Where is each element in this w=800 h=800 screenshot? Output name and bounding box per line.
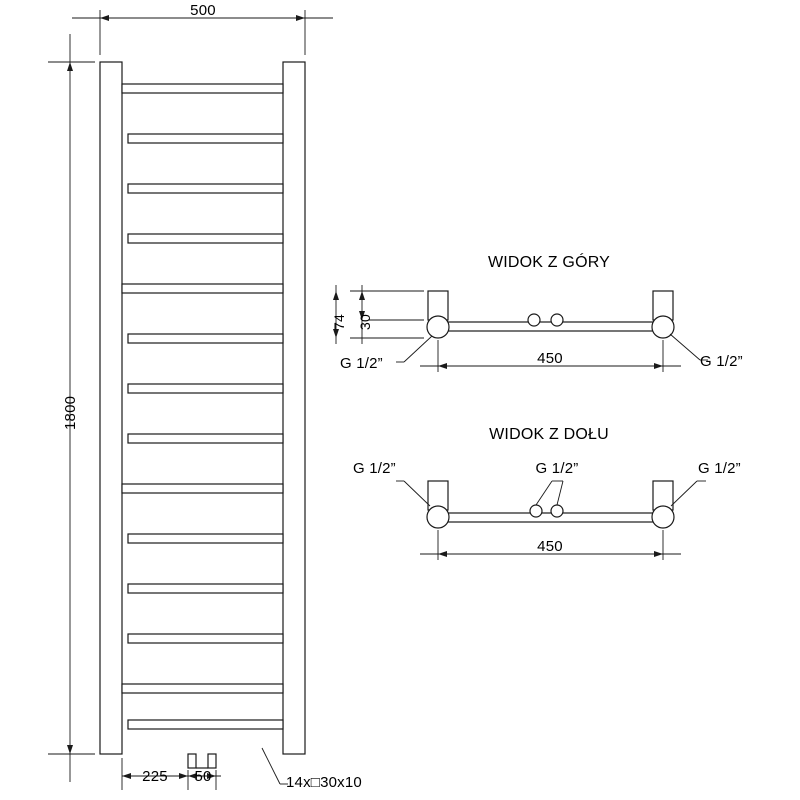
- front-view-spacing-label: 50: [194, 768, 212, 785]
- bars-count: 14x: [286, 774, 311, 791]
- front-view-height-label: 1800: [62, 395, 79, 430]
- top-view-depth-label: 74: [331, 314, 347, 330]
- top-view-connection-left-label: G 1/2”: [340, 355, 383, 372]
- top-view-connection-right-label: G 1/2”: [700, 353, 743, 370]
- top-view-title: WIDOK Z GÓRY: [487, 254, 611, 271]
- front-view-offset-label: 225: [142, 768, 168, 785]
- front-view-bars-label: [286, 774, 362, 791]
- top-view-width-label: 450: [537, 350, 563, 367]
- bottom-view-connection-left-label: G 1/2”: [353, 460, 396, 477]
- bottom-view-connection-center-label: G 1/2”: [535, 460, 579, 477]
- front-view-right-rail: [283, 62, 305, 754]
- bars-square-icon: □: [310, 774, 321, 791]
- top-view-body: [427, 291, 674, 338]
- top-view-inner-depth-label: 30: [357, 314, 373, 330]
- bars-profile: 30x10: [320, 774, 362, 791]
- bottom-view-connection-right-label: G 1/2”: [698, 460, 741, 477]
- front-view-left-rail: [100, 62, 122, 754]
- front-view-bars: [122, 84, 283, 729]
- bottom-view-title: WIDOK Z DOŁU: [489, 426, 609, 443]
- bottom-view-body: [427, 481, 674, 528]
- bottom-view-width-label: 450: [537, 538, 563, 555]
- front-view-width-label: 500: [190, 2, 216, 19]
- front-view-bottom-connectors: [188, 754, 216, 768]
